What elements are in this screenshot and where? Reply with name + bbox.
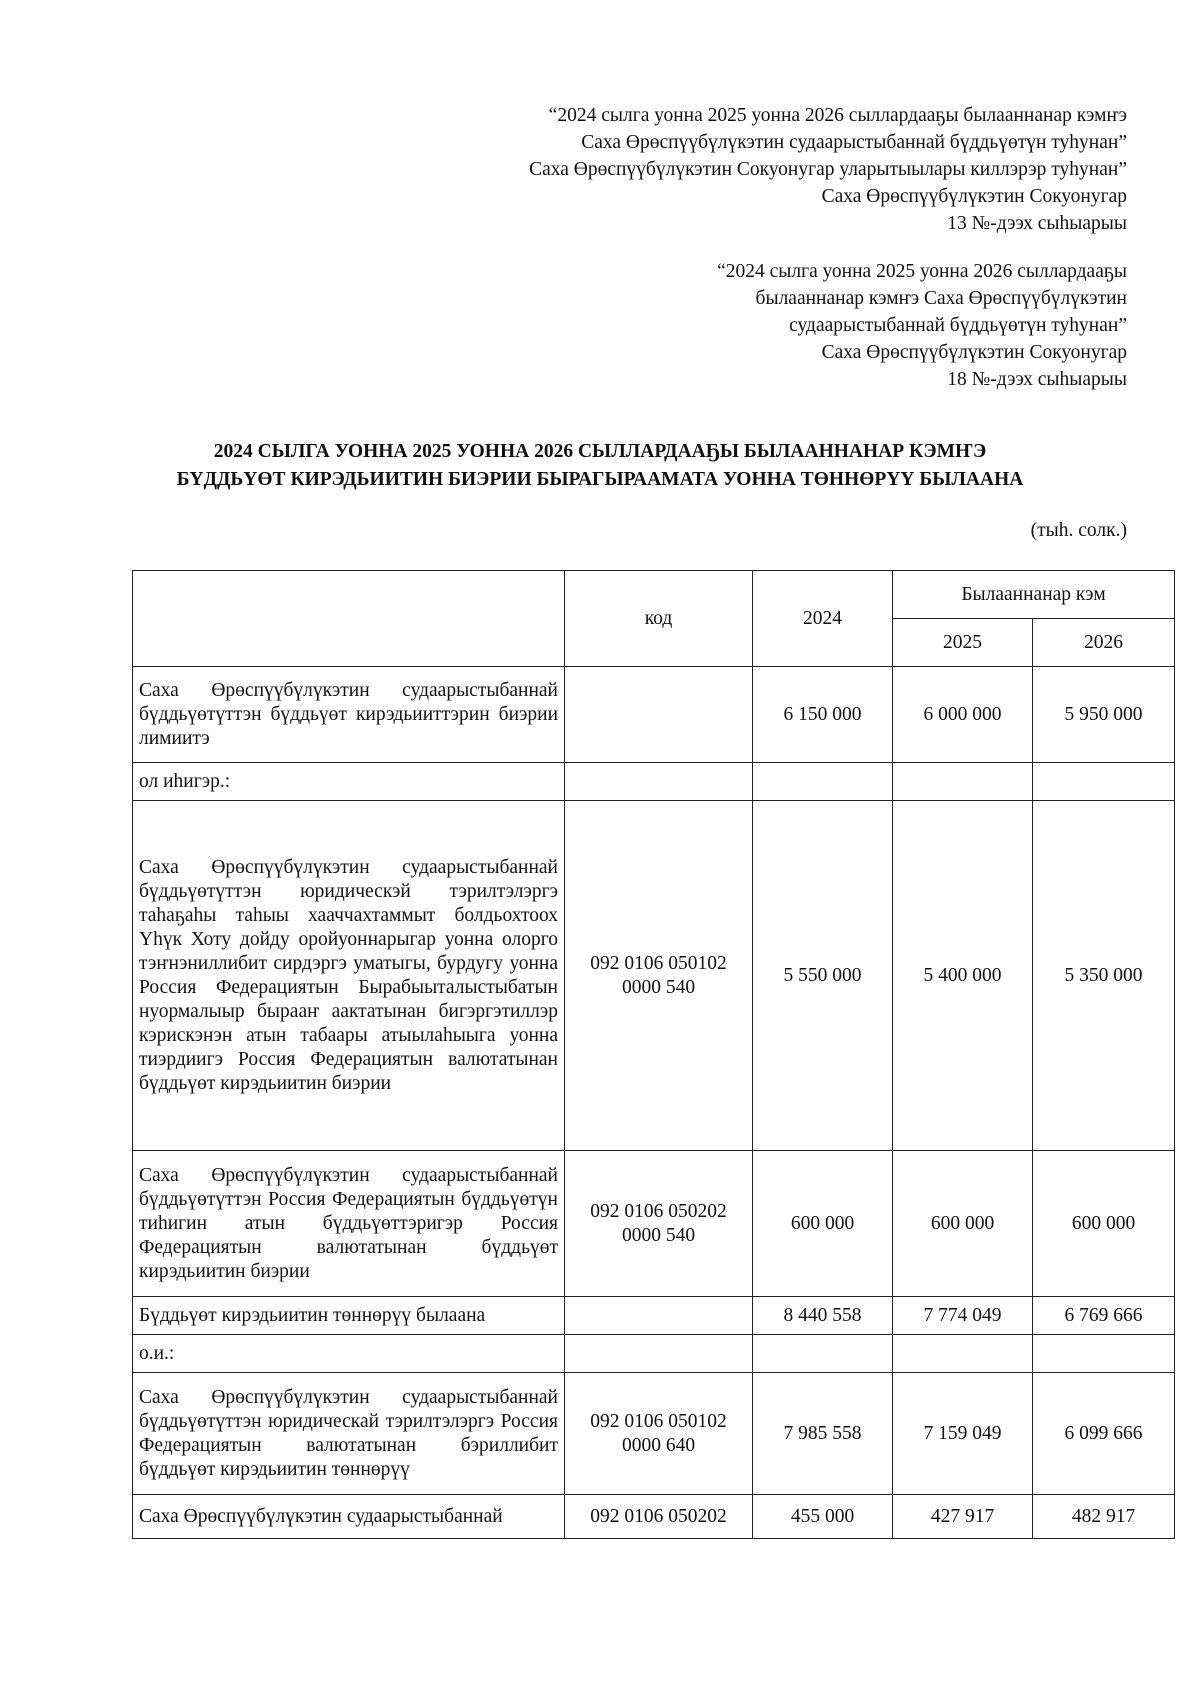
row-code: 092 0106 050202 0000 540 (565, 1151, 753, 1297)
row-value-2024 (753, 763, 893, 801)
decree-reference-line: судаарыстыбаннай бүддьүөтүн туһунан” (789, 315, 1127, 336)
table-header-row (133, 571, 1175, 619)
row-value-2025: 5 400 000 (893, 801, 1033, 1151)
row-value-2026: 6 769 666 (1033, 1297, 1175, 1335)
decree-reference-line: былааннанар кэмҥэ Саха Өрөспүүбүлүкэтин (755, 288, 1127, 309)
header-year-2026: 2026 (1033, 619, 1175, 667)
row-value-2025: 600 000 (893, 1151, 1033, 1297)
table-row (133, 1151, 1175, 1297)
table-row (133, 763, 1175, 801)
row-value-2026: 5 950 000 (1033, 667, 1175, 763)
row-value-2025 (893, 1335, 1033, 1373)
decree-reference-1 (529, 102, 1127, 237)
table-row (133, 801, 1175, 1151)
row-value-2026 (1033, 1335, 1175, 1373)
row-name: Саха Өрөспүүбүлүкэтин судаарыстыбаннай бүддьүөтүттэн юридическэй тэрилтэлэргэ таһаҕаһы таһыы хааччахтаммыт болдьохтоох Үһүк Хоту дойду оройуоннарыгар уонна олорго тэҥнэниллибит сирдэргэ уматыгы, бурдугу уонна Россия Федерациятын Бырабыыталыстыбатын нуормалыыр бырааҥ аактатынан бигэргэтиллэр кэрискэнэн атын табаары атыылаһыыга уонна тиэрдиигэ Россия Федерациятын валютатынан бүддьүөт кирэдьиитин биэрии (133, 801, 565, 1151)
table-row (133, 1335, 1175, 1373)
table-row (133, 1495, 1175, 1539)
row-code: 092 0106 050102 0000 540 (565, 801, 753, 1151)
budget-credit-table (132, 570, 1175, 1539)
row-name: о.и.: (133, 1335, 565, 1373)
row-code (565, 667, 753, 763)
header-code: код (565, 571, 753, 667)
row-value-2026: 5 350 000 (1033, 801, 1175, 1151)
row-value-2025: 427 917 (893, 1495, 1033, 1539)
row-name: Саха Өрөспүүбүлүкэтин судаарыстыбаннай бүддьүөтүттэн юридическай тэрилтэлэргэ Россия Федерациятын валютатынан бэриллибит бүддьүөт кирэдьиитин төннөрүү (133, 1373, 565, 1495)
row-name: Бүддьүөт кирэдьиитин төннөрүү былаана (133, 1297, 565, 1335)
row-value-2026 (1033, 763, 1175, 801)
document-title (120, 438, 1080, 494)
header-planned-period: Былааннанар кэм (893, 571, 1175, 619)
decree-reference-line: Саха Өрөспүүбүлүкэтин Сокуонугар (821, 342, 1127, 363)
row-value-2026: 482 917 (1033, 1495, 1175, 1539)
row-code (565, 1335, 753, 1373)
row-name: Саха Өрөспүүбүлүкэтин судаарыстыбаннай бүддьүөтүттэн Россия Федерациятын бүддьүөтүн тиһигин атын бүддьүөттэригэр Россия Федерациятын валютатынан бүддьүөт кирэдьиитин биэрии (133, 1151, 565, 1297)
document-title-line-2: БҮДДЬҮӨТ КИРЭДЬИИТИН БИЭРИИ БЫРАГЫРААМАТА УОННА ТӨННӨРҮҮ БЫЛААНА (176, 469, 1024, 490)
table-row (133, 667, 1175, 763)
row-code: 092 0106 050202 (565, 1495, 753, 1539)
decree-reference-2 (717, 258, 1127, 393)
row-name: Саха Өрөспүүбүлүкэтин судаарыстыбаннай бүддьүөтүттэн бүддьүөт кирэдьииттэрин биэрии лимиитэ (133, 667, 565, 763)
decree-reference-line: Саха Өрөспүүбүлүкэтин Сокуонугар уларытыылары киллэрэр туһунан” (529, 159, 1127, 180)
document-title-line-1: 2024 СЫЛГА УОННА 2025 УОННА 2026 СЫЛЛАРДААҔЫ БЫЛААННАНАР КЭМҤЭ (213, 441, 987, 462)
row-value-2024: 7 985 558 (753, 1373, 893, 1495)
decree-reference-line: Саха Өрөспүүбүлүкэтин Сокуонугар (821, 186, 1127, 207)
row-code: 092 0106 050102 0000 640 (565, 1373, 753, 1495)
header-name-cell (133, 571, 565, 667)
decree-reference-line: Саха Өрөспүүбүлүкэтин судаарыстыбаннай бүддьүөтүн туһунан” (581, 132, 1127, 153)
table-row (133, 1373, 1175, 1495)
row-value-2025: 6 000 000 (893, 667, 1033, 763)
row-value-2024: 600 000 (753, 1151, 893, 1297)
row-code (565, 763, 753, 801)
row-value-2026: 600 000 (1033, 1151, 1175, 1297)
row-value-2024: 8 440 558 (753, 1297, 893, 1335)
units-note: (тыһ. солк.) (1030, 520, 1127, 541)
header-year-2025: 2025 (893, 619, 1033, 667)
row-value-2025: 7 774 049 (893, 1297, 1033, 1335)
decree-reference-line: “2024 сылга уонна 2025 уонна 2026 сыллардааҕы (717, 261, 1127, 282)
row-value-2025: 7 159 049 (893, 1373, 1033, 1495)
row-name: ол иһигэр.: (133, 763, 565, 801)
header-year-2024: 2024 (753, 571, 893, 667)
row-name: Саха Өрөспүүбүлүкэтин судаарыстыбаннай (133, 1495, 565, 1539)
row-value-2024 (753, 1335, 893, 1373)
row-value-2025 (893, 763, 1033, 801)
appendix-number: 18 №-дээх сыһыарыы (947, 369, 1127, 390)
table-row (133, 1297, 1175, 1335)
decree-reference-line: “2024 сылга уонна 2025 уонна 2026 сыллардааҕы былааннанар кэмҥэ (548, 105, 1127, 126)
row-value-2024: 455 000 (753, 1495, 893, 1539)
row-value-2024: 5 550 000 (753, 801, 893, 1151)
row-code (565, 1297, 753, 1335)
row-value-2026: 6 099 666 (1033, 1373, 1175, 1495)
appendix-number: 13 №-дээх сыһыарыы (947, 213, 1127, 234)
row-value-2024: 6 150 000 (753, 667, 893, 763)
